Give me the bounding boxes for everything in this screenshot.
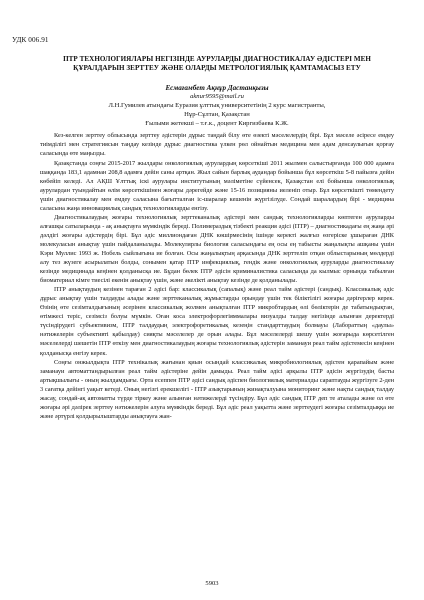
body-paragraph: Диагностикалаудың жоғары технологиялық зерттеканалық әдістері мен сандық технологияларды көптеген ауруларды алғашқы сатыларында - ақ анықтауға мүмкіндік береді. Полимераздық тізбекті реакция әдісі (ПТР) – диагностикадағы ең жаңа әрі дәлдігі жоғары әдістердің бірі. Бұл әдіс миллиондаған ДНК көшірмесінің ішінде керекті жалғыз өзгеріске ұшыраған ДНК молекуласын анықтау үшін пайдаланылады. Молекулярлы биология саласындағы ең осы ең табысты жаңалықты ашқаны үшін Кэри Муллис 1993 ж. Нобель сыйлығына ие болған. Осы жаңалықтың арқасында ДНК зерттеліп отқан облыстарының мөлдерді алу тез жүзеге асырылатын болды, сонымен қатар ПТР инфекциялық, гендік және онкологиялық ауруларды диагностикалау кезінде медицинада кеңінен қолданысқа ие. Бұдан бөлек ПТР әдісін криминалистика саласында да кылмыс орнында табылған биоматериал кімге тиесілі екенін анықтау үшін, және әкелікті анықтау кезінде де қолданылады. xyxy=(40,213,394,285)
body-text xyxy=(40,131,394,421)
affiliation-line-2: Нұр-Сұлтан, Қазақстан xyxy=(184,110,250,118)
body-paragraph: Кез-келген зерттеу облысында зерттеу әдістерін дұрыс таңдай білу өте өзекті мәселелердің бірі. Бұл мәселе әсіресе емдеу тиімділігі мен стратегиясын таңдау кезінде дұрыс диагностика үлкен рөл ойнайтын медицина мен адам денсаулығын қорғау саласында өте маңызды. xyxy=(40,132,394,158)
page-number: 5903 xyxy=(205,580,219,587)
udk-code: УДК 006.91 xyxy=(12,36,49,44)
author-email[interactable]: aknur9595@mail.ru xyxy=(190,93,244,101)
supervisor-line: Ғылыми жетекші – т.ғ.к., доцент Киргизбаева К.Ж. xyxy=(145,119,289,127)
paper-title: ПТР ТЕХНОЛОГИЯЛАРЫ НЕГІЗІНДЕ АУРУЛАРДЫ ДИАГНОСТИКАЛАУ ӘДІСТЕРІ МЕН ҚҰРАЛДАРЫН ЗЕРТТЕУ ЖӘНЕ ОЛАРДЫ МЕТРОЛОГИЯЛЫҚ ҚАМТАМАСЫЗ ЕТУ xyxy=(63,55,371,73)
affiliation-line-1: Л.Н.Гумилев атындағы Еуразия ұлттық университетінің 2 курс магистранты, xyxy=(108,102,326,109)
body-paragraph: ПТР анықтаудың кезінен тараған 2 әдісі бар: классикалық (сапалық) және реал тайм әдістері (сандық). Классикалық әдіс дұрыс анықтау үшін талдауды алады және зерттеканалық жұмыстарды орындау үшін тек біліктілігі жоғары дәрігерлер керек. Өзінің өте сезімталдығының әсерінен классикалық жолмен анықталған ПТР микробтардың өлі бөліктерін де табатындықтан, өтімжесі теріс, сезімсіз болуы мүмкін. Оған коса электрофорлегіяммалары визуалды талдау негізінде алынған деректерді түсіндірудегі субъективизм, ПТР талдаудың электрофоретикалық кезеңін стандарттаудың болмауы (Лабораттың «даулы» нәтижелерін субъективті қабылдау) сияқты мәселелер де орын алады. Бұл мәселелерді шешу үшін жоғарыда көрсетілген мәселелерді шешетін ПТР өткізу мен диагностикалаудың жоғары технологиялық әдістерін заманауи реал тайм әдістемесін кеңінен қолданысқа енгізу керек. xyxy=(40,286,394,357)
body-paragraph: Соңғы онжылдықта ПТР технікалық жағынан қиын осындай классикалық микробиологиялық әдістен қарапайым және заманауи автоматтандырылған реал тайм әдістеріне дейін дамыды. Реал тайм әдісі арқылы ПТР әдісін жүргізудің басты артықшылығы - оның жылдамдығы. Орта есеппен ПТР әдісі сандық әдіспен биологиялық материалды сараптауды жүргізуге 2-ден 3 сағатқа дейінгі уақыт кетеді. Оның негізгі ерекшелігі - ПТР азықтарының жинақталуына мониторинг және нақты сандық талдау жасау, сондай-ақ автоматты түрде тіркеу және алынған нәтижелерді түсіндіру. Бұл әдіс сандық ПТР деп те аталады және ол өте жоғары әрі дәлірек зерттеу нәтижелерін алуға мүмкіндік береді. Бұл әдіс реал уақытта және зерттеудегі жоғары сезімталдыққа ие және әртүрлі қолдырылыштарды анықтауға жан- xyxy=(40,358,394,420)
body-paragraph: Қазақстанда соңғы 2015-2017 жылдары онкологиялық аурулардың көрсеткіші 2011 жылмен салыстырғанда 100 000 адамға шаққанда 183,1 адамнан 208,8 адамға дейін саны артқан. Жыл сайын барлық аудандар бойынша бұл көрсеткіш 5-8 пайызға дейін көбейіп келеді. Ал АҚШ Ұлттық іскі аурулары институтының мәліметіне сүйенсек, Қазақстан елі бойынша онкологиялық аурулардан туындайтын өлім көрсеткішінен жоғары дәрегейде және 15-16 позицияны иеленіп отыр. Бұл көрсеткішті төмендету үшін диагностикалау мен емдеу саласына бағытталған іс-шаралар кешенін жүргізілуде. Сондай шаралардың бірі - медицина саласына жаңа инновациялық сандық технологияларды енгізу. xyxy=(40,159,394,212)
author-name: Есмағамбет Ақнұр Дастанқызы xyxy=(165,84,269,93)
